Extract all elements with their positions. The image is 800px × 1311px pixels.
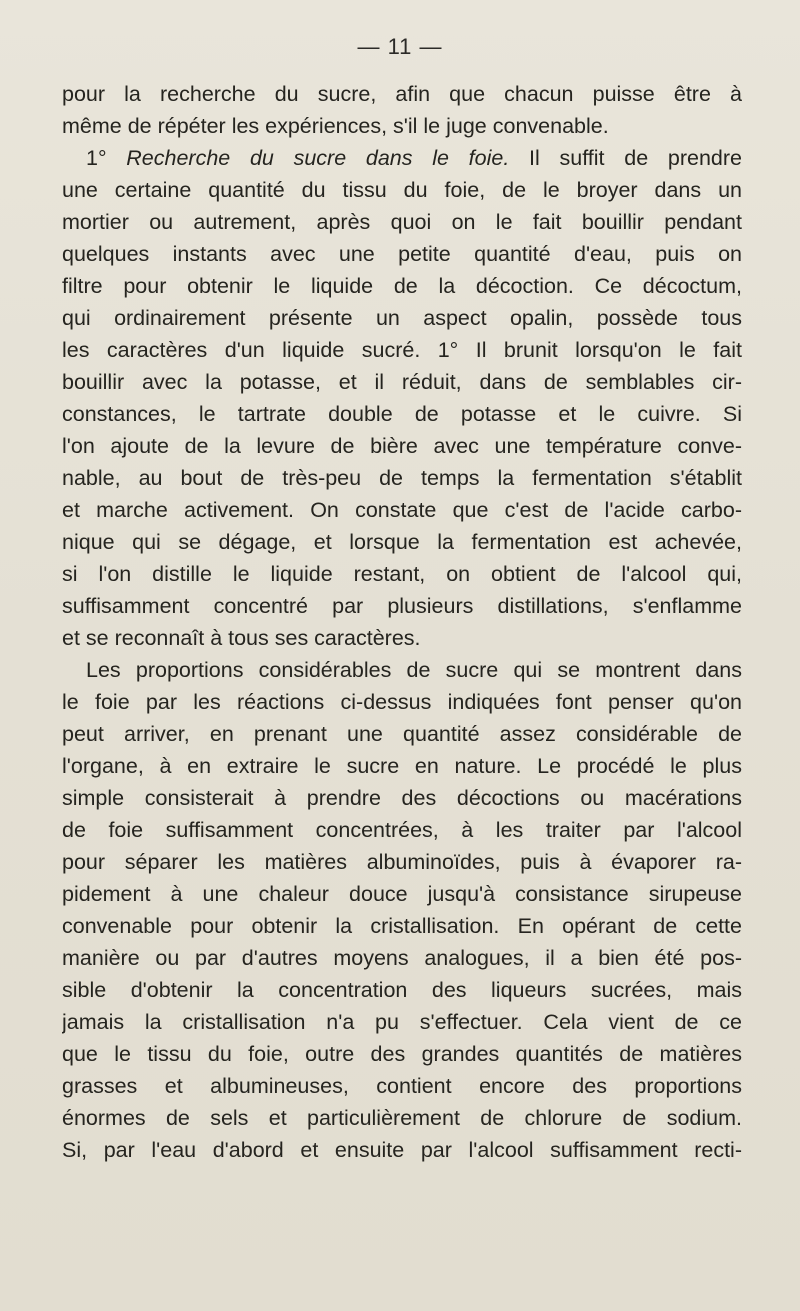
text-line: jamais la cristallisation n'a pu s'effectuer. Cela vient de ce (62, 1010, 742, 1034)
text-line: convenable pour obtenir la cristallisation. En opérant de cette (62, 914, 742, 938)
text-line: suffisamment concentré par plusieurs distillations, s'enflamme (62, 594, 742, 618)
text-line: nique qui se dégage, et lorsque la fermentation est achevée, (62, 530, 742, 554)
text-line: nable, au bout de très-peu de temps la fermentation s'établit (62, 466, 742, 490)
text-line: peut arriver, en prenant une quantité assez considérable de (62, 722, 742, 746)
text-line: une certaine quantité du tissu du foie, de le broyer dans un (62, 178, 742, 202)
text-line: pour la recherche du sucre, afin que chacun puisse être à (62, 82, 742, 106)
body-text (62, 78, 742, 1166)
text-line: et marche activement. On constate que c'est de l'acide carbo- (62, 498, 742, 522)
page-number: — 11 — (357, 34, 443, 59)
text-line: pidement à une chaleur douce jusqu'à consistance sirupeuse (62, 882, 742, 906)
text-line: de foie suffisamment concentrées, à les traiter par l'alcool (62, 818, 742, 842)
text-line: que le tissu du foie, outre des grandes quantités de matières (62, 1042, 742, 1066)
text-line: qui ordinairement présente un aspect opalin, possède tous (62, 306, 742, 330)
text-line: les caractères d'un liquide sucré. 1° Il brunit lorsqu'on le fait (62, 338, 742, 362)
text-line: filtre pour obtenir le liquide de la décoction. Ce décoctum, (62, 274, 742, 298)
text-line: l'organe, à en extraire le sucre en nature. Le procédé le plus (62, 754, 742, 778)
text-line: si l'on distille le liquide restant, on obtient de l'alcool qui, (62, 562, 742, 586)
text-line: constances, le tartrate double de potasse et le cuivre. Si (62, 402, 742, 426)
text-line: même de répéter les expériences, s'il le juge convenable. (62, 114, 609, 138)
text-line: pour séparer les matières albuminoïdes, puis à évaporer ra- (62, 850, 742, 874)
section-heading: Recherche du sucre dans le foie. (126, 146, 510, 170)
text-fragment: Il suffit de prendre (529, 146, 742, 170)
text-line: énormes de sels et particulièrement de chlorure de sodium. (62, 1106, 742, 1130)
text-line: Les proportions considérables de sucre qui se montrent dans (86, 658, 742, 682)
text-line: et se reconnaît à tous ses caractères. (62, 626, 421, 650)
section-heading-line (62, 142, 742, 174)
text-line: quelques instants avec une petite quantité d'eau, puis on (62, 242, 742, 266)
text-line: mortier ou autrement, après quoi on le fait bouillir pendant (62, 210, 742, 234)
section-number: 1° (86, 146, 107, 170)
text-line: bouillir avec la potasse, et il réduit, dans de semblables cir- (62, 370, 742, 394)
text-line: grasses et albumineuses, contient encore des proportions (62, 1074, 742, 1098)
text-line: Si, par l'eau d'abord et ensuite par l'alcool suffisamment recti- (62, 1138, 742, 1162)
text-line: sible d'obtenir la concentration des liqueurs sucrées, mais (62, 978, 742, 1002)
text-line: manière ou par d'autres moyens analogues, il a bien été pos- (62, 946, 742, 970)
text-line: simple consisterait à prendre des décoctions ou macérations (62, 786, 742, 810)
text-line: le foie par les réactions ci-dessus indiquées font penser qu'on (62, 690, 742, 714)
text-line: l'on ajoute de la levure de bière avec une température conve- (62, 434, 742, 458)
